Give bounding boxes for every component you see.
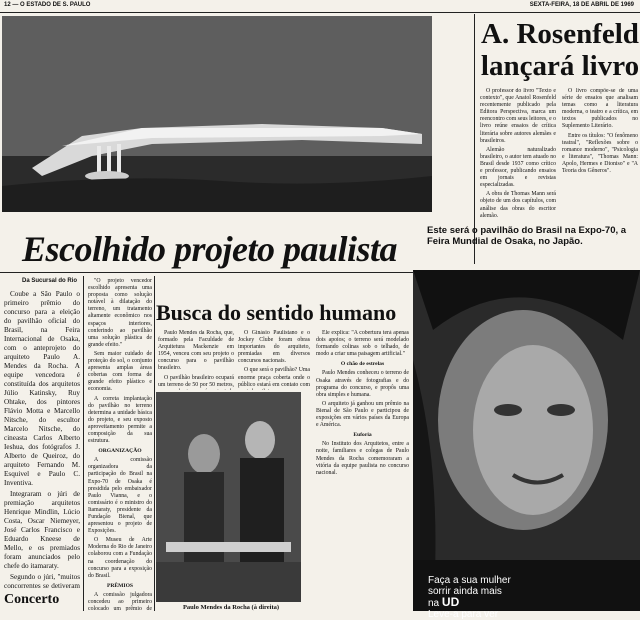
rosenfeld-paragraph: O livro compõe-se de uma série de ensaios que analisam temas como a literatura moderna, o teatro e a crítica, em textos publicados no Suplemento Literário. bbox=[562, 88, 638, 130]
architects-photo-caption: Paulo Mendes da Rocha (à direita) bbox=[182, 604, 280, 611]
ad-line-2: sorrir ainda mais bbox=[428, 586, 502, 597]
story-kicker: Da Sucursal do Rio bbox=[22, 278, 78, 284]
busca-paragraph: Ele explica: "A cobertura terá apenas dois apoios; o terreno será modelado formando colinas sob o telhado, de modo a criar uma paisagem artificial." bbox=[316, 330, 409, 358]
main-story-paragraph: Coube a São Paulo o primeiro prêmio do concurso para a eleição do pavilhão oficial do Brasil, na Feira Internacional de Osaka, com o anteprojeto do arquiteto Paulo A. Mendes da Rocha. A equipe vencedora é constituída dos arquitetos Júlio Katinsky, Ruy Ohtake, dos pintores Flávio Motta e Marcello Nitsche, do escultor Marcelo Nitsche, do cineasta Carlos Alberto Ieshua, dos fotógrafos J. Alberto de Queiroz, do arquiteto Fernando M. Esquivel e Paulo C. Inventiva. bbox=[4, 290, 80, 487]
pavilion-photo bbox=[2, 16, 432, 212]
busca-column-3 bbox=[316, 330, 409, 605]
advertisement-photo bbox=[413, 270, 640, 611]
main-story-paragraph: Sem maior cuidado de proteção do sol, o conjunto apresenta amplas áreas cobertas com forma de grande efeito plástico e economia. bbox=[88, 350, 152, 393]
concerto-headline: Concerto bbox=[4, 592, 60, 607]
woman-portrait-illustration bbox=[413, 270, 640, 611]
rosenfeld-paragraph: Alemão naturalizado brasileiro, o autor tem atuado no Brasil desde 1937 como crítico e professor, publicando ensaios em jornais e revistas especializadas. bbox=[480, 146, 556, 189]
ad-line-1: Faça a sua mulher bbox=[428, 575, 511, 586]
ad-line-3: na bbox=[428, 598, 440, 609]
running-header bbox=[0, 0, 640, 13]
subhead-premios: PRÊMIOS bbox=[106, 582, 134, 589]
pavilion-illustration bbox=[2, 16, 432, 212]
main-story-paragraph: Segundo o júri, "muitos concorrentes se detiveram bbox=[4, 573, 80, 590]
rosenfeld-paragraph: O professor do livro "Texto e contexto", que Anatol Rosenfeld recentemente publicado pela Editora Perspectiva, marca um reencontro com seus leitores, e o livro reúne ensaios de crítica literária sobre autores alemães e brasileiros. bbox=[480, 88, 556, 144]
busca-paragraph: O pavilhão brasileiro ocupará um terreno de 50 por 50 metros, bbox=[158, 374, 234, 388]
subhead-euforia: Euforia bbox=[353, 432, 372, 439]
architects-photo bbox=[156, 392, 301, 602]
main-story-column-1 bbox=[4, 290, 80, 590]
busca-paragraph: O Ginásio Paulistano e o Jockey Clube foram obras importantes do arquiteto, premiadas em diversos concursos nacionais. bbox=[238, 330, 310, 365]
header-date: SEXTA-FEIRA, 18 DE ABRIL DE 1969 bbox=[529, 2, 634, 8]
main-story-paragraph: A comissão organizadora da participação do Brasil na Expo-70 de Osaka é presidida pelo embaixador Paulo Vianna, e o comissário é o ministro do Itamaraty, presidente da Fundação Bienal, que apresentou o projeto de Exposições. bbox=[88, 457, 152, 535]
header-page-info: 12 — O ESTADO DE S. PAULO bbox=[4, 2, 91, 8]
main-headline: Escolhido projeto paulista bbox=[22, 229, 398, 269]
pavilion-caption: Este será o pavilhão do Brasil na Expo-70, a Feira Mundial de Osaka, no Japão. bbox=[427, 225, 627, 247]
rosenfeld-headline bbox=[480, 18, 640, 82]
busca-paragraph: O que será o pavilhão? Uma enorme praça coberta onde o público estará em contato com bbox=[238, 367, 310, 388]
rosenfeld-headline-line2: lançará livro bbox=[480, 50, 640, 82]
subhead-chao-de-estrelas: O chão de estrelas bbox=[340, 361, 385, 368]
rosenfeld-headline-line1: A. Rosenfeld bbox=[481, 18, 639, 50]
ad-brand: UD bbox=[441, 595, 460, 609]
main-story-paragraph: A correta implantação do pavilhão no terreno determina a unidade básica do projeto, e seu exposto aproveitamento permite a composição da sua estrutura. bbox=[88, 395, 152, 445]
column-rule bbox=[83, 276, 84, 611]
busca-paragraph: No Instituto dos Arquitetos, entre a noite, familiares e colegas de Paulo Mendes da Rocha comemoraram a vitória da equipe paulista no concurso nacional. bbox=[316, 441, 409, 476]
busca-paragraph: Paulo Mendes da Rocha, que, formado pela Faculdade de Arquitetura Mackenzie em 1954, venceu com seu projeto o concurso para o pavilhão brasileiro. bbox=[158, 330, 234, 372]
rosenfeld-paragraph: A obra de Thomas Mann será objeto de um dos capítulos, com análise das obras do escritor alemão. bbox=[480, 191, 556, 219]
busca-paragraph: O arquiteto já ganhou um prêmio na Bienal de São Paulo e participou de exposições em vários países da Europa e América. bbox=[316, 400, 409, 429]
busca-headline: Busca do sentido humano bbox=[156, 300, 397, 325]
advertisement-text bbox=[428, 575, 511, 620]
main-story-paragraph: O Museu de Arte Moderna do Rio de Janeiro colaborou com a Fundação na coordenação do concurso para a exposição do Brasil. bbox=[88, 537, 152, 579]
main-story-paragraph: "O projeto vencedor escolhido apresenta uma proposta como solução notável à dilatação do terreno, um tratamento altamente econômico nos espaços interiores, conferindo ao pavilhão uma solução plástica de grande efeito." bbox=[88, 278, 152, 348]
horizontal-rule bbox=[0, 272, 413, 273]
busca-column-2 bbox=[238, 330, 310, 390]
subhead-organizacao: ORGANIZAÇÃO bbox=[98, 448, 142, 455]
rosenfeld-paragraph: Entre os títulos: "O fenômeno teatral", "Reflexões sobre o romance moderno", "Psicologia e literatura", "Thomas Mann: Apolo, Hermes e Dioniso" e "A Teoria dos Gêneros". bbox=[562, 132, 638, 175]
main-story-column-2 bbox=[88, 278, 152, 611]
busca-paragraph: Paulo Mendes conheceu o terreno de Osaka através de fotografias e do programa do concurso, e propôs uma obra simples e humana. bbox=[316, 370, 409, 398]
ad-line-4: Leve-a para ver bbox=[428, 609, 499, 620]
busca-column-1 bbox=[158, 330, 234, 390]
main-story-paragraph: A comissão julgadora concedeu ao primeiro colocado um prêmio de bbox=[88, 591, 152, 611]
architects-illustration bbox=[156, 392, 301, 602]
main-story-paragraph: Integraram o júri de premiação arquitetos Henrique Mindlin, Lúcio Costa, Oscar Niemeyer, José Carlos Francisco e Eduardo Kneese de Mello, e os premiados foram anunciados pelo chefe do itamaraty. bbox=[4, 490, 80, 570]
column-rule bbox=[154, 276, 155, 611]
